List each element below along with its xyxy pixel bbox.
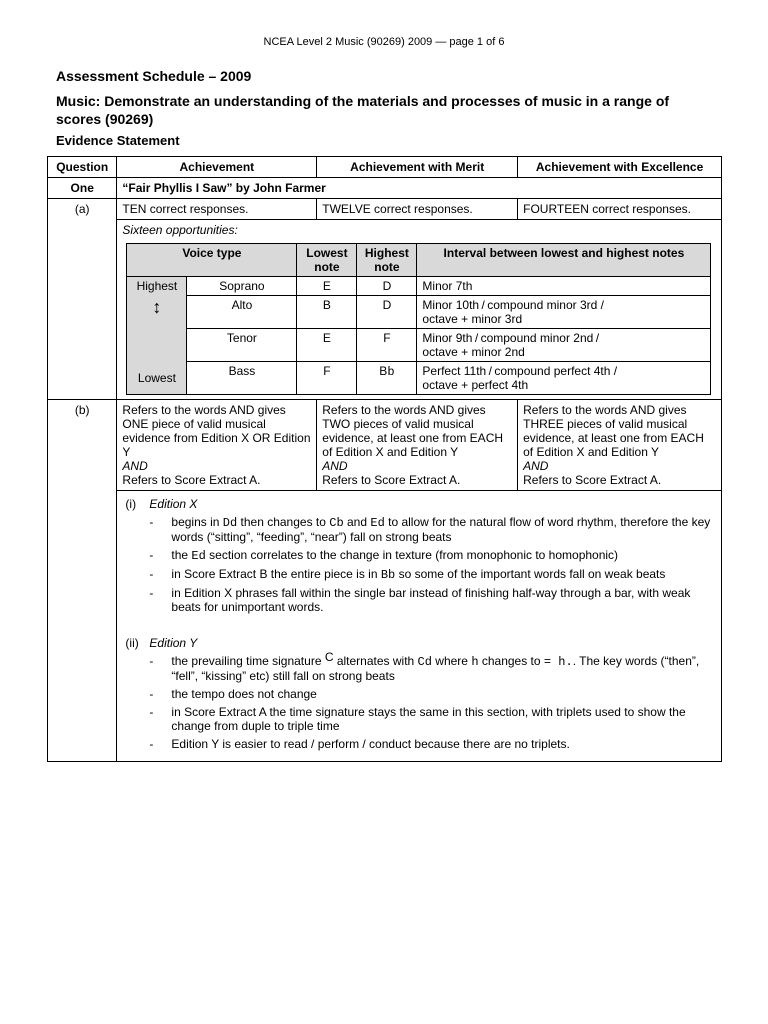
highest-note: D xyxy=(357,277,417,296)
edition-x-heading: (i) Edition X xyxy=(125,497,198,511)
lowest-note: E xyxy=(297,277,357,296)
voice-row-alto xyxy=(127,296,711,329)
voice-range-table xyxy=(126,243,711,395)
part-a-achievement: TEN correct responses. xyxy=(117,199,317,220)
lowest-note: B xyxy=(297,296,357,329)
voice-row-soprano xyxy=(127,277,711,296)
voice-name: Soprano xyxy=(187,277,297,296)
voice-name: Alto xyxy=(187,296,297,329)
voice-type-header: Voice type xyxy=(127,244,297,277)
question-title: “Fair Phyllis I Saw” by John Farmer xyxy=(117,178,722,199)
highest-note: F xyxy=(357,329,417,362)
lowest-note: F xyxy=(297,362,357,395)
range-lowest-label: Lowest xyxy=(127,362,187,395)
interval: Minor 10th / compound minor 3rd / octave + minor 3rd xyxy=(417,296,711,329)
voice-table-header xyxy=(127,244,711,277)
part-a-detail-row xyxy=(48,220,722,400)
list-item: - the Ed section correlates to the change in texture (from monophonic to homophonic) xyxy=(149,548,713,563)
edition-y-heading: (ii) Edition Y xyxy=(125,636,198,650)
highest-note: Bb xyxy=(357,362,417,395)
range-highest-label: Highest xyxy=(127,277,187,296)
part-b-label: (b) xyxy=(48,400,117,762)
page-subtitle: Music: Demonstrate an understanding of the materials and processes of music in a range of scores (90269) xyxy=(56,93,670,127)
col-header-achievement: Achievement xyxy=(117,157,317,178)
voice-row-bass xyxy=(127,362,711,395)
list-item: - in Edition X phrases fall within the single bar instead of finishing half-way through a bar, with weak beats for unimportant words. xyxy=(149,586,713,614)
edition-y-list xyxy=(125,650,713,751)
interval: Minor 9th / compound minor 2nd / octave + minor 2nd xyxy=(417,329,711,362)
highest-note: D xyxy=(357,296,417,329)
page-header: NCEA Level 2 Music (90269) 2009 — page 1 of 6 xyxy=(263,36,505,48)
part-a-excellence: FOURTEEN correct responses. xyxy=(518,199,722,220)
part-a-row xyxy=(48,199,722,220)
opportunities-note: Sixteen opportunities: xyxy=(122,223,238,237)
col-header-question: Question xyxy=(48,157,117,178)
up-down-arrow-icon: ↕ xyxy=(152,296,162,317)
part-a-merit: TWELVE correct responses. xyxy=(317,199,518,220)
section-heading: Evidence Statement xyxy=(56,133,180,148)
part-a-label: (a) xyxy=(48,199,117,400)
part-b-excellence: Refers to the words AND gives THREE pieces of valid musical evidence, at least one from EACH of Edition X and Edition Y AND Refers to Score Extract A. xyxy=(518,400,722,491)
voice-name: Bass xyxy=(187,362,297,395)
question-number: One xyxy=(48,178,117,199)
list-item: - in Score Extract A the time signature stays the same in this section, with triplets used to show the change from duple to triple time xyxy=(149,705,713,733)
interval-header: Interval between lowest and highest notes xyxy=(417,244,711,277)
list-item: - the tempo does not change xyxy=(149,687,713,701)
col-header-excellence: Achievement with Excellence xyxy=(518,157,722,178)
highest-note-header: Highest note xyxy=(357,244,417,277)
interval: Perfect 11th / compound perfect 4th / octave + perfect 4th xyxy=(417,362,711,395)
part-b-row xyxy=(48,400,722,491)
lowest-note-header: Lowest note xyxy=(297,244,357,277)
voice-name: Tenor xyxy=(187,329,297,362)
edition-x-list xyxy=(125,515,713,614)
list-item: - Edition Y is easier to read / perform / conduct because there are no triplets. xyxy=(149,737,713,751)
voice-row-tenor xyxy=(127,329,711,362)
page-title: Assessment Schedule – 2009 xyxy=(56,68,252,84)
part-b-achievement: Refers to the words AND gives ONE piece of valid musical evidence from Edition X OR Edition Y AND Refers to Score Extract A. xyxy=(117,400,317,491)
question-one-row xyxy=(48,178,722,199)
part-b-merit: Refers to the words AND gives TWO pieces of valid musical evidence, at least one from EACH of Edition X and Edition Y AND Refers to Score Extract A. xyxy=(317,400,518,491)
list-item: - in Score Extract B the entire piece is in Bb so some of the important words fall on weak beats xyxy=(149,567,713,582)
lowest-note: E xyxy=(297,329,357,362)
table-header-row xyxy=(48,157,722,178)
interval: Minor 7th xyxy=(417,277,711,296)
list-item: - begins in Dd then changes to Cb and Ed to allow for the natural flow of word rhythm, therefore the key words (“sitting”, “feeding”, “near”) fall on strong beats xyxy=(149,515,713,544)
col-header-merit: Achievement with Merit xyxy=(317,157,518,178)
list-item: - the prevailing time signature C alternates with Cd where h changes to = h.. The key words (“then”, “fell”, “kissing” etc) still fall on strong beats xyxy=(149,654,713,683)
part-b-detail-row xyxy=(48,491,722,762)
evidence-table xyxy=(47,156,722,762)
